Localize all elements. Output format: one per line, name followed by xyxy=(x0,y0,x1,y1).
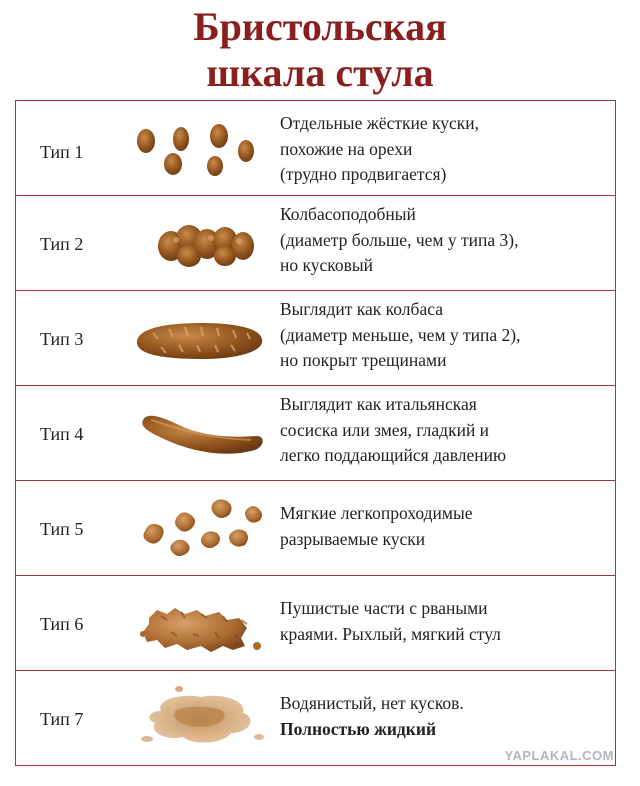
type-label: Тип 1 xyxy=(40,142,84,162)
lumpy-sausage-icon xyxy=(131,208,276,278)
soft-blobs-icon xyxy=(131,493,276,563)
type-label: Тип 7 xyxy=(40,709,84,729)
type-label: Тип 6 xyxy=(40,614,84,634)
type-description xyxy=(280,596,501,647)
description-line: Пушистые части с рваными xyxy=(280,598,488,618)
type-label: Тип 4 xyxy=(40,424,84,444)
description-line: разрываемые куски xyxy=(280,528,426,549)
description-line: но покрыт трещинами xyxy=(280,350,447,370)
type-description xyxy=(280,392,506,469)
type-label: Тип 3 xyxy=(40,329,84,349)
description-line: (диаметр больше, чем у типа 3), xyxy=(280,229,519,250)
cracked-sausage-icon xyxy=(131,303,276,373)
description-line: Выглядит как колбаса xyxy=(280,299,443,319)
type-description xyxy=(280,297,521,374)
type-description xyxy=(280,111,479,188)
separate-hard-lumps-icon xyxy=(131,113,276,183)
table-row xyxy=(16,196,615,291)
description-line: но кусковый xyxy=(280,255,374,275)
table-row xyxy=(16,291,615,386)
description-line: похожие на орехи xyxy=(280,138,413,159)
bristol-scale-table xyxy=(15,100,616,766)
type-label: Тип 2 xyxy=(40,234,84,254)
type-description xyxy=(280,691,464,742)
description-line: Отдельные жёсткие куски, xyxy=(280,113,480,133)
fluffy-pieces-icon xyxy=(131,588,276,658)
type-description xyxy=(280,202,518,279)
watermark: YAPLAKAL.COM xyxy=(504,748,614,763)
type-description xyxy=(280,501,472,552)
description-line: краями. Рыхлый, мягкий стул xyxy=(280,623,501,644)
description-line: (диаметр меньше, чем у типа 2), xyxy=(280,324,521,345)
description-line: сосиска или змея, гладкий и xyxy=(280,419,490,440)
table-row xyxy=(16,481,615,576)
smooth-snake-icon xyxy=(131,398,276,468)
description-bold-line: Полностью жидкий xyxy=(280,718,437,739)
table-row xyxy=(16,386,615,481)
type-label: Тип 5 xyxy=(40,519,84,539)
description-line: Водянистый, нет кусков. xyxy=(280,693,464,713)
description-line: (трудно продвигается) xyxy=(280,164,447,184)
title-line-2: шкала стула xyxy=(206,50,434,95)
watery-puddle-icon xyxy=(131,681,276,751)
description-line: Колбасоподобный xyxy=(280,204,416,224)
title-line-1: Бристольская xyxy=(193,4,447,49)
description-line: Выглядит как итальянская xyxy=(280,394,477,414)
page-title xyxy=(0,4,640,96)
table-row xyxy=(16,101,615,196)
description-line: Мягкие легкопроходимые xyxy=(280,503,473,523)
description-line: легко поддающийся давлению xyxy=(280,445,507,465)
table-row xyxy=(16,576,615,671)
